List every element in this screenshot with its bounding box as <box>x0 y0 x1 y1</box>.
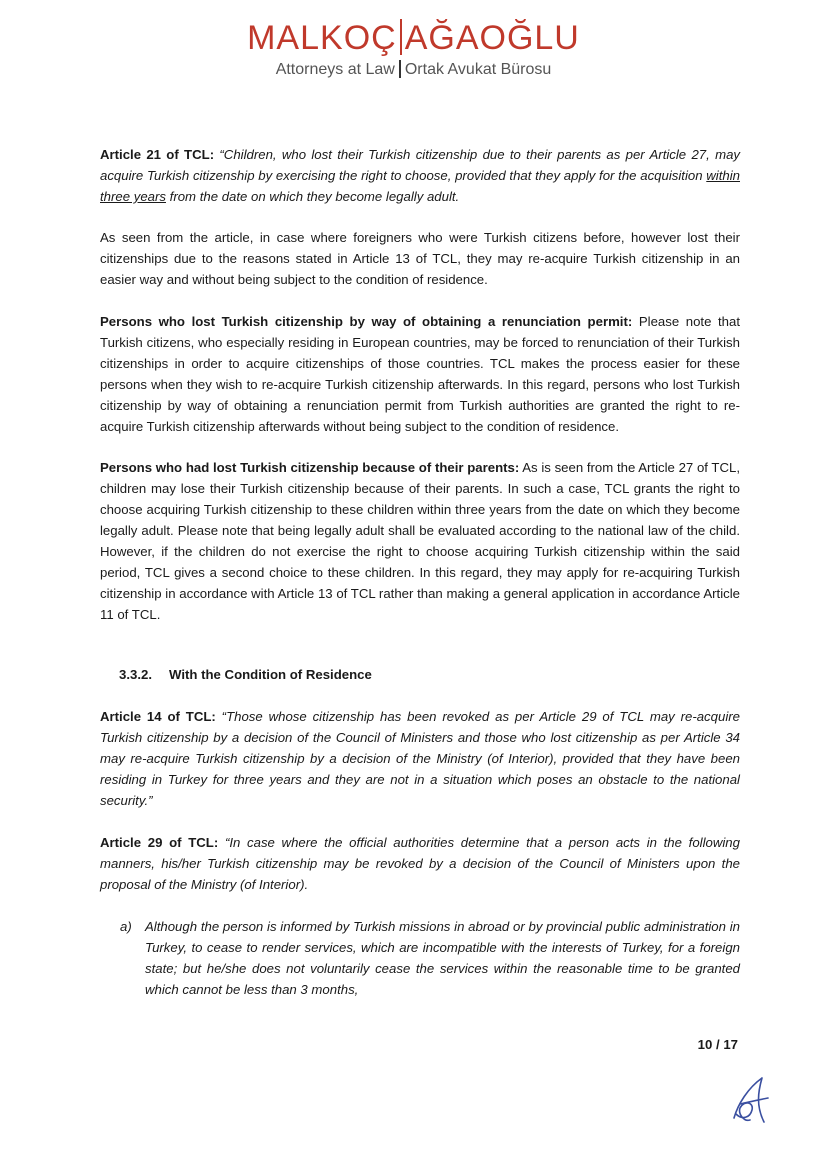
paragraph-parents <box>100 457 740 625</box>
section-heading <box>119 664 372 685</box>
firm-logo <box>0 18 827 80</box>
page-number: 10 / 17 <box>697 1037 738 1052</box>
logo-subtitle <box>0 60 827 80</box>
quote-text-end: from the date on which they become legally adult. <box>169 189 460 204</box>
logo-sub-divider <box>399 60 401 78</box>
logo-divider <box>400 19 402 55</box>
paragraph-article-21 <box>100 144 740 207</box>
section-title: With the Condition of Residence <box>169 667 372 682</box>
paragraph-lead: Persons who had lost Turkish citizenship because of their parents: <box>100 460 520 475</box>
paragraph-renunciation <box>100 311 740 437</box>
logo-sub-right: Ortak Avukat Bürosu <box>404 61 552 78</box>
section-number: 3.3.2. <box>119 667 152 682</box>
paragraph-text: As is seen from the Article 27 of TCL, children may lose their Turkish citizenship because of their parents. In such a case, TCL grants the right to choose acquiring Turkish citizenship to these children within three years from the date on which they become legally adult. Please note that being legally adult shall be evaluated according to the national law of the child. However, if the children do not exercise the right to choose acquiring Turkish citizenship within the said period, TCL gives a second choice to these children. In this regard, they may apply for re-acquiring Turkish citizenship in accordance with Article 13 of TCL rather than making a general application in accordance Article 11 of TCL. <box>100 460 741 622</box>
paragraph-article-14 <box>100 706 740 811</box>
quote-text: “Those whose citizenship has been revoked as per Article 29 of TCL may re-acquire Turkish citizenship by a decision of the Council of Ministers and those who lost citizenship as per Article 34 may re-acquire Turkish citizenship by a decision of the Ministry (of Interior), provided that they have been residing in Turkey for three years and they are not in a situation which poses an obstacle to the national security.” <box>100 709 740 808</box>
paragraph-article-29 <box>100 832 740 895</box>
quote-text: “Children, who lost their Turkish citizenship due to their parents as per Article 27, may acquire Turkish citizenship by exercising the right to choose, provided that they apply for the acquisition <box>100 147 740 183</box>
paragraph-lead: Article 21 of TCL: <box>100 147 215 162</box>
logo-sub-left: Attorneys at Law <box>275 61 395 78</box>
logo-right-text: AĞAOĞLU <box>404 19 580 57</box>
paragraph-text: Please note that Turkish citizens, who especially residing in European countries, may be forced to renunciation of their Turkish citizenships in order to acquire citizenships of those countries. TCL makes the process easier for these persons when they wish to re-acquire Turkish citizenship afterwards. In this regard, persons who lost Turkish citizenship by way of obtaining a renunciation permit from Turkish authorities are granted the right to re-acquire Turkish citizenship afterwards without being subject to the condition of residence. <box>100 314 740 434</box>
handwritten-signature <box>728 1074 774 1126</box>
paragraph-text: As seen from the article, in case where foreigners who were Turkish citizens before, however lost their citizenships due to the reasons stated in Article 13 of TCL, they may re-acquire Turkish citizenship in an easier way and without being subject to the condition of residence. <box>100 230 740 287</box>
list-item <box>100 916 740 1000</box>
logo-wordmark <box>0 18 827 58</box>
list-marker: a) <box>120 919 132 934</box>
quote-text: “In case where the official authorities determine that a person acts in the following manners, his/her Turkish citizenship may be revoked by a decision of the Council of Ministers upon the proposal of the Ministry (of Interior). <box>100 835 740 892</box>
paragraph-explanation <box>100 227 740 290</box>
list-item-text: Although the person is informed by Turkish missions in abroad or by provincial public administration in Turkey, to cease to render services, which are incompatible with the interests of Turkey, for a foreign state; but he/she does not voluntarily cease the services within the reasonable time to be granted which cannot be less than 3 months, <box>145 919 740 997</box>
paragraph-lead: Persons who lost Turkish citizenship by way of obtaining a renunciation permit: <box>100 314 633 329</box>
paragraph-lead: Article 29 of TCL: <box>100 835 219 850</box>
logo-left-text: MALKOÇ <box>247 19 397 57</box>
underlined-text: within three years <box>100 168 740 204</box>
paragraph-lead: Article 14 of TCL: <box>100 709 216 724</box>
